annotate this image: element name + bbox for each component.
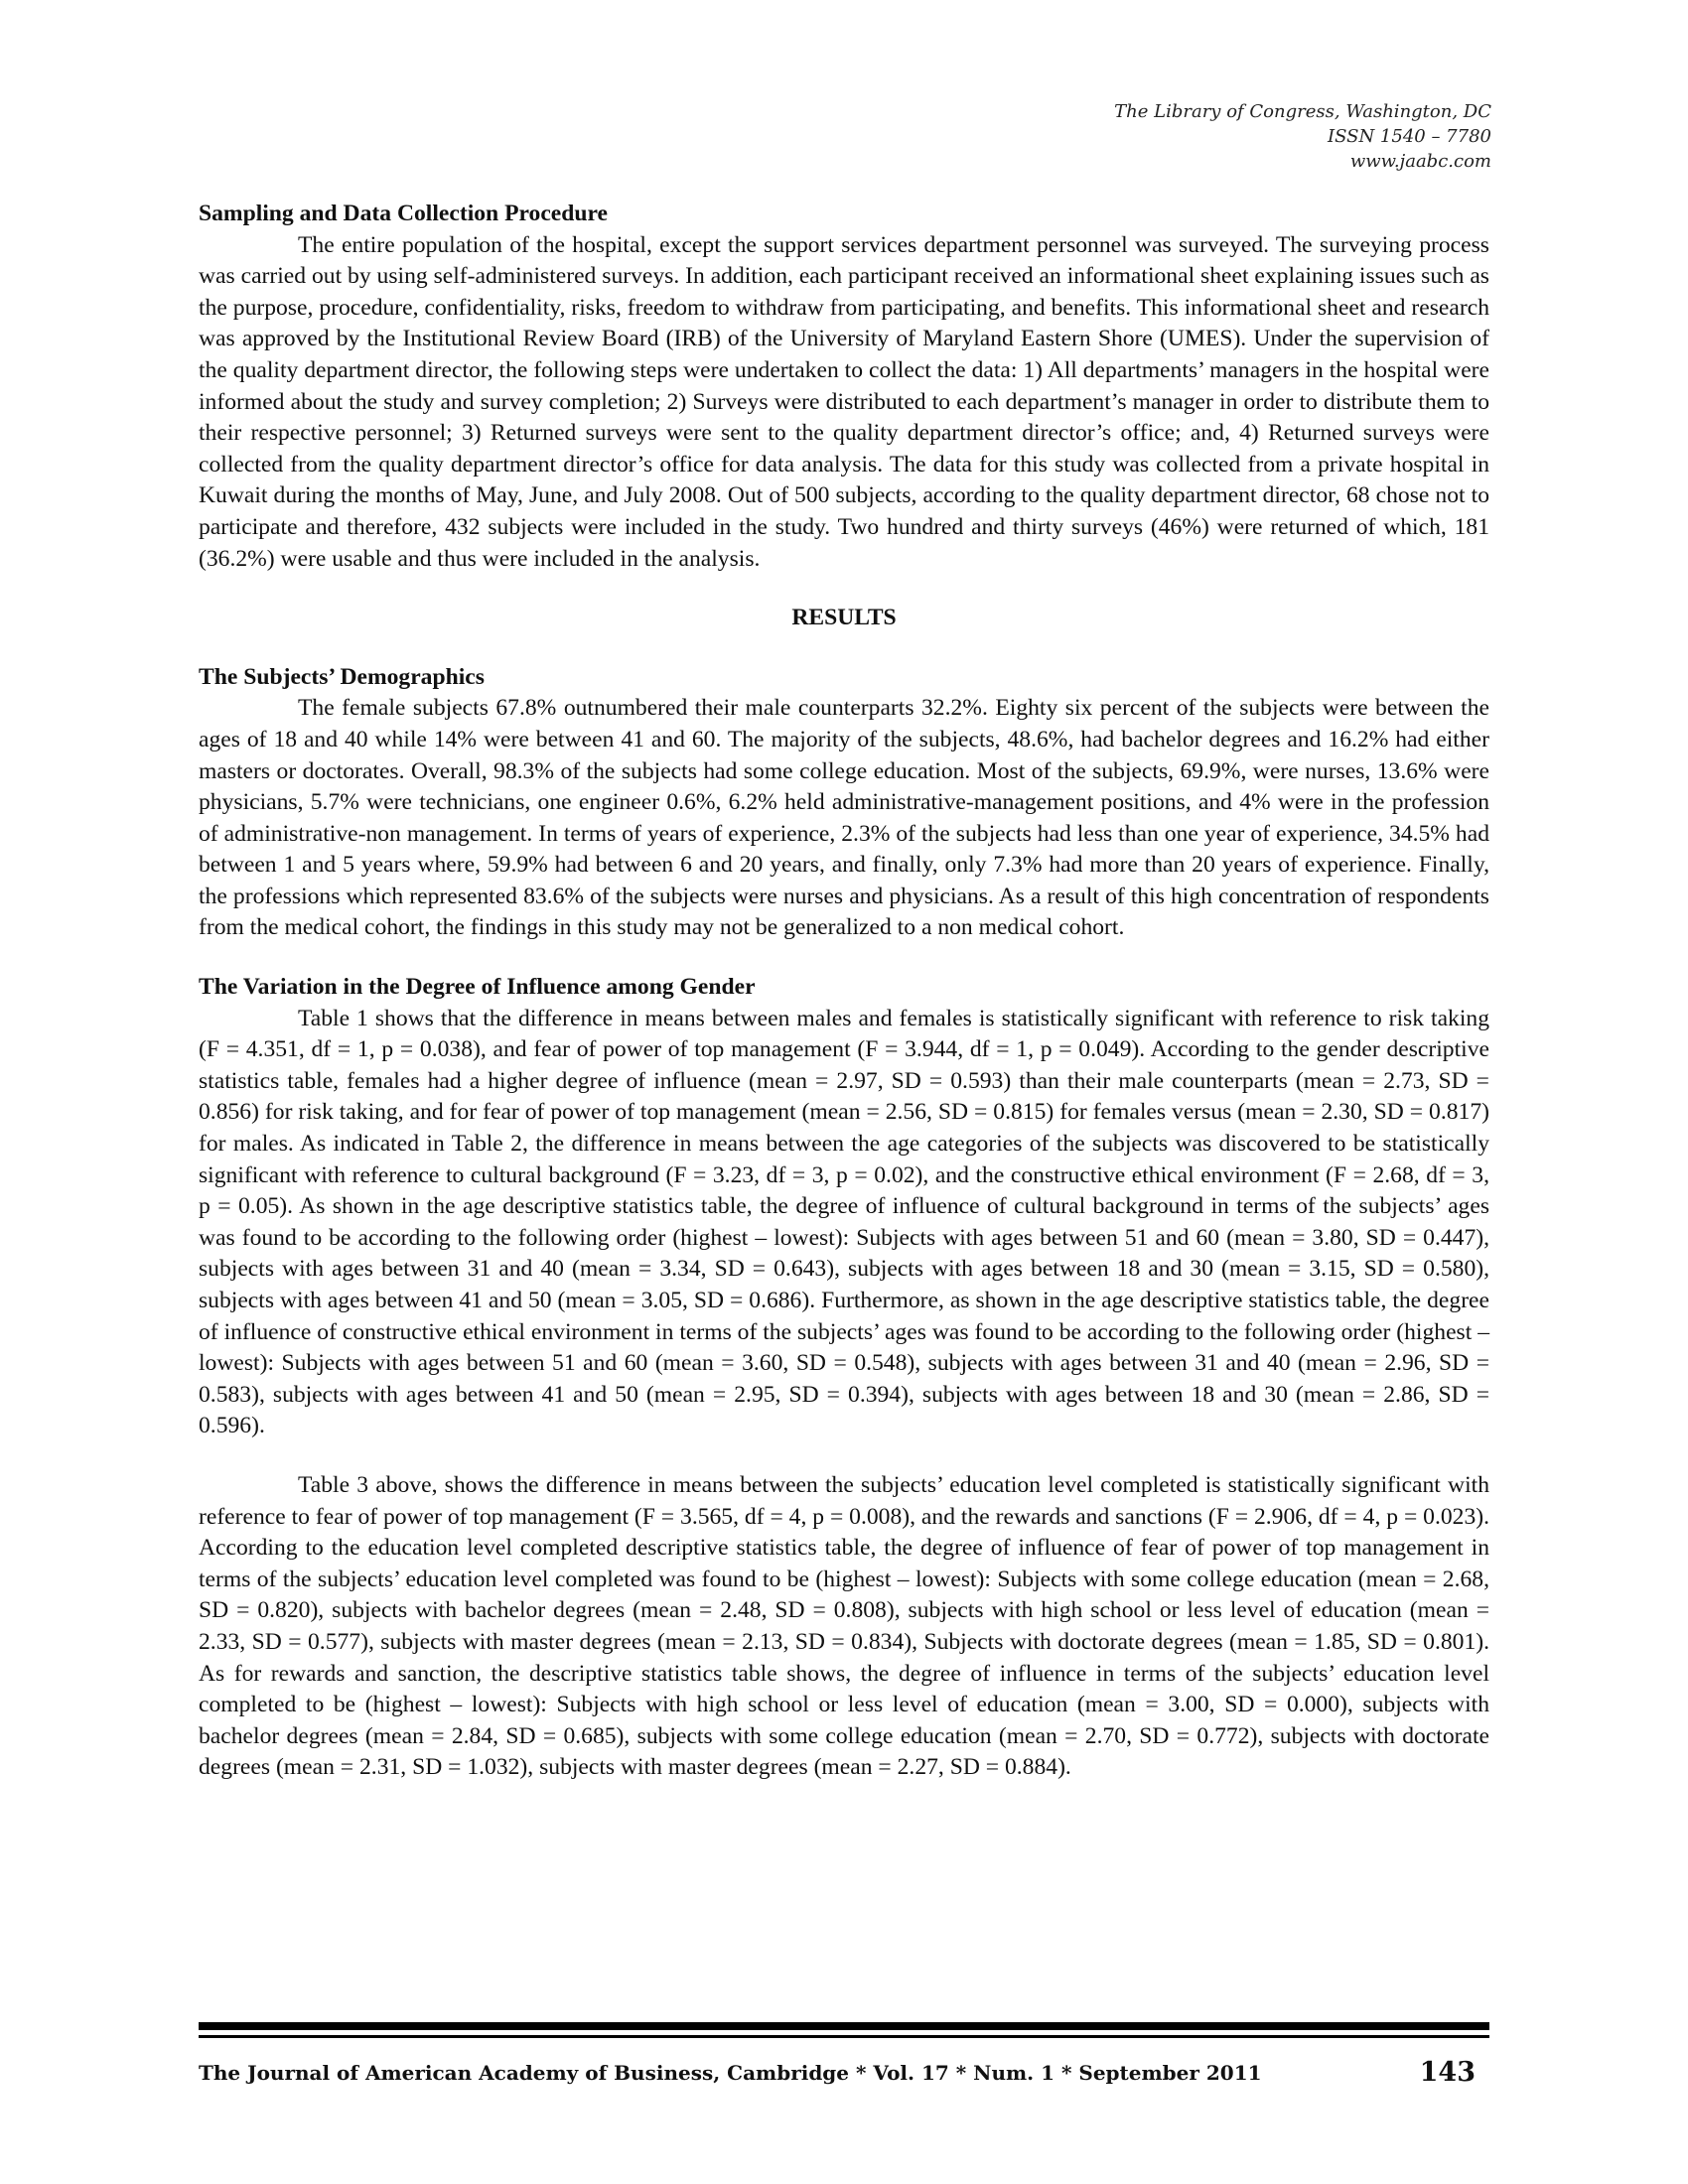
gender-paragraph-2: Table 3 above, shows the difference in means between the subjects’ education level completed is statistically significant with reference to fear of power of top management (F = 3.565, df = 4, p = 0.008), and the rewards and sanctions (F = 2.906, df = 4, p = 0.023). According to the education level completed descriptive statistics table, the degree of influence of fear of power of top management in terms of the subjects’ education level completed was found to be (highest – lowest): Subjects with some college education (mean = 2.68, SD = 0.820), subjects with bachelor degrees (mean = 2.48, SD = 0.808), subjects with high school or less level of education (mean = 2.33, SD = 0.577), subjects with master degrees (mean = 2.13, SD = 0.834), Subjects with doctorate degrees (mean = 1.85, SD = 0.801). As for rewards and sanction, the descriptive statistics table shows, the degree of influence in terms of the subjects’ education level completed to be (highest – lowest): Subjects with high school or less level of education (mean = 3.00, SD = 0.000), subjects with bachelor degrees (mean = 2.84, SD = 0.685), subjects with some college education (mean = 2.70, SD = 0.772), subjects with doctorate degrees (mean = 2.31, SD = 1.032), subjects with master degrees (mean = 2.27, SD = 0.884). [199, 1471, 1489, 1781]
footer-rule-thick [199, 2022, 1489, 2030]
article-body [199, 199, 1489, 1784]
header-website: www.jaabc.com [1349, 151, 1491, 172]
page-number: 143 [1419, 2057, 1476, 2088]
gender-paragraph-1: Table 1 shows that the difference in means between males and females is statistically significant with reference to risk taking (F = 4.351, df = 1, p = 0.038), and fear of power of top management (F = 3.944, df = 1, p = 0.049). According to the gender descriptive statistics table, females had a higher degree of influence (mean = 2.97, SD = 0.593) than their male counterparts (mean = 2.73, SD = 0.856) for risk taking, and for fear of power of top management (mean = 2.56, SD = 0.815) for females versus (mean = 2.30, SD = 0.817) for males. As indicated in Table 2, the difference in means between the age categories of the subjects was discovered to be statistically significant with reference to cultural background (F = 3.23, df = 3, p = 0.02), and the constructive ethical environment (F = 2.68, df = 3, p = 0.05). As shown in the age descriptive statistics table, the degree of influence of cultural background in terms of the subjects’ ages was found to be according to the following order (highest – lowest): Subjects with ages between 51 and 60 (mean = 3.80, SD = 0.447), subjects with ages between 31 and 40 (mean = 3.34, SD = 0.643), subjects with ages between 18 and 30 (mean = 3.15, SD = 0.580), subjects with ages between 41 and 50 (mean = 3.05, SD = 0.686). Furthermore, as shown in the age descriptive statistics table, the degree of influence of constructive ethical environment in terms of the subjects’ ages was found to be according to the following order (highest – lowest): Subjects with ages between 51 and 60 (mean = 3.60, SD = 0.548), subjects with ages between 31 and 40 (mean = 2.96, SD = 0.583), subjects with ages between 41 and 50 (mean = 2.95, SD = 0.394), subjects with ages between 18 and 30 (mean = 2.86, SD = 0.596). [199, 1005, 1489, 1439]
demographics-heading: The Subjects’ Demographics [199, 663, 485, 690]
gender-heading: The Variation in the Degree of Influence among Gender [199, 974, 756, 1001]
sampling-paragraph: The entire population of the hospital, except the support services department personnel was surveyed. The surveying process was carried out by using self-administered surveys. In addition, each participant received an informational sheet explaining issues such as the purpose, procedure, confidentiality, risks, freedom to withdraw from participating, and benefits. This informational sheet and research was approved by the Institutional Review Board (IRB) of the University of Maryland Eastern Shore (UMES). Under the supervision of the quality department director, the following steps were undertaken to collect the data: 1) All departments’ managers in the hospital were informed about the study and survey completion; 2) Surveys were distributed to each department’s manager in order to distribute them to their respective personnel; 3) Returned surveys were sent to the quality department director’s office; and, 4) Returned surveys were collected from the quality department director’s office for data analysis. The data for this study was collected from a private hospital in Kuwait during the months of May, June, and July 2008. Out of 500 subjects, according to the quality department director, 68 chose not to participate and therefore, 432 subjects were included in the study. Two hundred and thirty surveys (46%) were returned of which, 181 (36.2%) were usable and thus were included in the analysis. [199, 231, 1489, 572]
running-header [1114, 99, 1491, 174]
results-title: RESULTS [791, 605, 897, 631]
sampling-heading: Sampling and Data Collection Procedure [199, 201, 609, 226]
demographics-paragraph: The female subjects 67.8% outnumbered their male counterparts 32.2%. Eighty six percent of the subjects were between the ages of 18 and 40 while 14% were between 41 and 60. The majority of the subjects, 48.6%, had bachelor degrees and 16.2% had either masters or doctorates. Overall, 98.3% of the subjects had some college education. Most of the subjects, 69.9%, were nurses, 13.6% were physicians, 5.7% were technicians, one engineer 0.6%, 6.2% held administrative-management positions, and 4% were in the profession of administrative-non management. In terms of years of experience, 2.3% of the subjects had less than one year of experience, 34.5% had between 1 and 5 years where, 59.9% had between 6 and 20 years, and finally, only 7.3% had more than 20 years of experience. Finally, the professions which represented 83.6% of the subjects were nurses and physicians. As a result of this high concentration of respondents from the medical cohort, the findings in this study may not be generalized to a non medical cohort. [199, 695, 1489, 941]
footer-rule-thin [199, 2035, 1489, 2038]
header-publisher: The Library of Congress, Washington, DC [1114, 101, 1491, 122]
footer-journal-citation: The Journal of American Academy of Business, Cambridge * Vol. 17 * Num. 1 * September 2011 [199, 2061, 1262, 2085]
header-issn: ISSN 1540 – 7780 [1328, 126, 1491, 147]
